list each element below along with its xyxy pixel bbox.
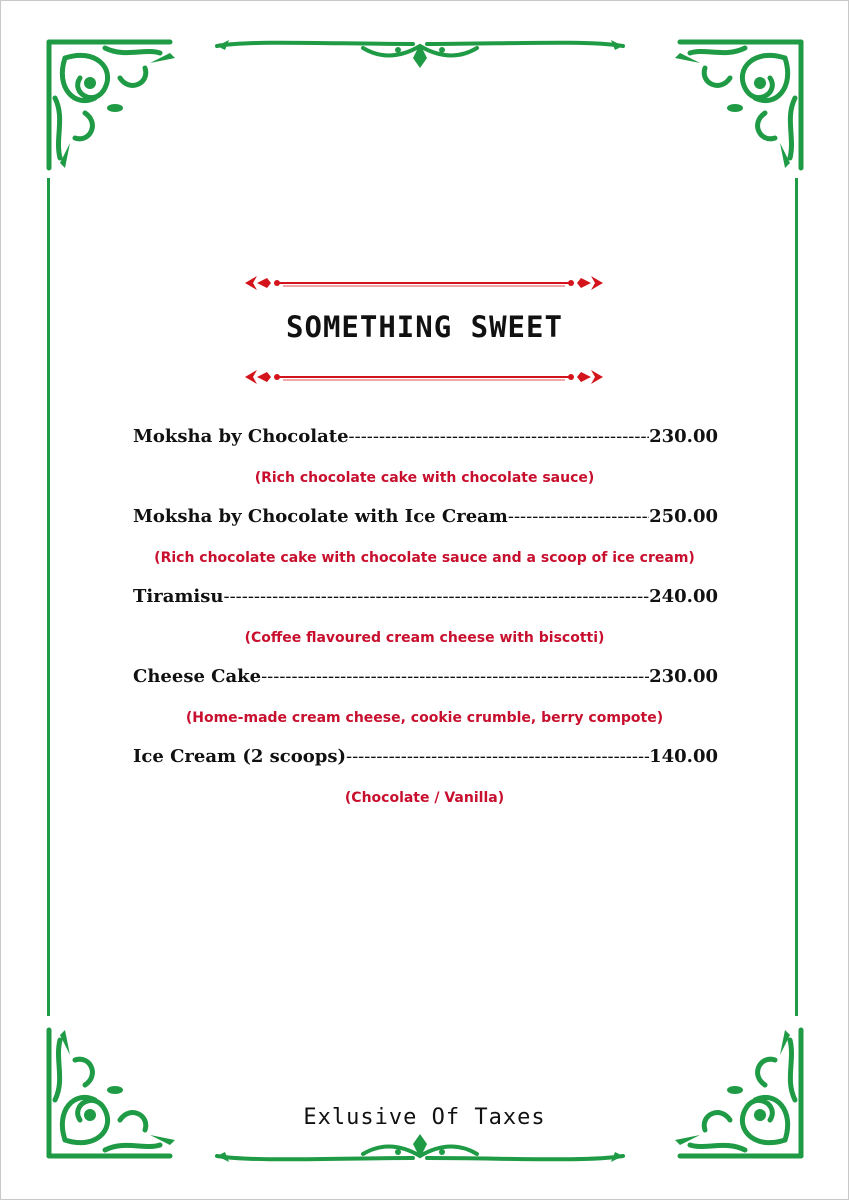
bottom-right-floral-corner-icon <box>675 1025 805 1160</box>
top-fleur-divider-icon <box>243 273 605 293</box>
menu-item-name: Moksha by Chocolate <box>133 426 349 447</box>
menu-item-name: Cheese Cake <box>133 666 262 687</box>
right-border-line <box>795 178 798 1016</box>
menu-item <box>133 586 718 666</box>
left-border-line <box>47 178 50 1016</box>
menu-item <box>133 746 718 826</box>
menu-item-name: Moksha by Chocolate with Ice Cream <box>133 506 508 527</box>
menu-item-list <box>133 426 718 826</box>
top-left-floral-corner-icon <box>45 38 175 173</box>
menu-item <box>133 506 718 586</box>
menu-section-title: SOMETHING SWEET <box>286 310 563 344</box>
dash-leader <box>349 426 650 447</box>
menu-item-description: (Rich chocolate cake with chocolate sauce) <box>254 470 595 486</box>
menu-item-price: 140.00 <box>649 746 718 767</box>
bottom-edge-scroll-ornament-icon <box>213 1132 627 1166</box>
tax-footer-note: Exlusive Of Taxes <box>303 1105 546 1130</box>
menu-item <box>133 426 718 506</box>
menu-item-description: (Coffee flavoured cream cheese with biscotti) <box>244 630 605 646</box>
menu-item-line <box>133 426 718 460</box>
bottom-left-floral-corner-icon <box>45 1025 175 1160</box>
menu-item-price: 230.00 <box>649 426 718 447</box>
menu-item-price: 240.00 <box>649 586 718 607</box>
menu-item-line <box>133 746 718 780</box>
menu-item <box>133 666 718 746</box>
menu-item-line <box>133 666 718 700</box>
dash-leader <box>261 666 649 687</box>
menu-item-name: Ice Cream (2 scoops) <box>133 746 346 767</box>
menu-item-description: (Chocolate / Vanilla) <box>344 790 505 806</box>
top-edge-scroll-ornament-icon <box>213 36 627 70</box>
dash-leader <box>223 586 649 607</box>
menu-item-line <box>133 586 718 620</box>
bottom-fleur-divider-icon <box>243 367 605 387</box>
menu-item-price: 230.00 <box>649 666 718 687</box>
menu-item-description: (Rich chocolate cake with chocolate sauce and a scoop of ice cream) <box>154 550 695 566</box>
top-right-floral-corner-icon <box>675 38 805 173</box>
menu-item-price: 250.00 <box>649 506 718 527</box>
menu-item-line <box>133 506 718 540</box>
dash-leader <box>346 746 649 767</box>
menu-item-description: (Home-made cream cheese, cookie crumble, berry compote) <box>185 710 664 726</box>
dash-leader <box>508 506 649 527</box>
menu-item-name: Tiramisu <box>133 586 224 607</box>
